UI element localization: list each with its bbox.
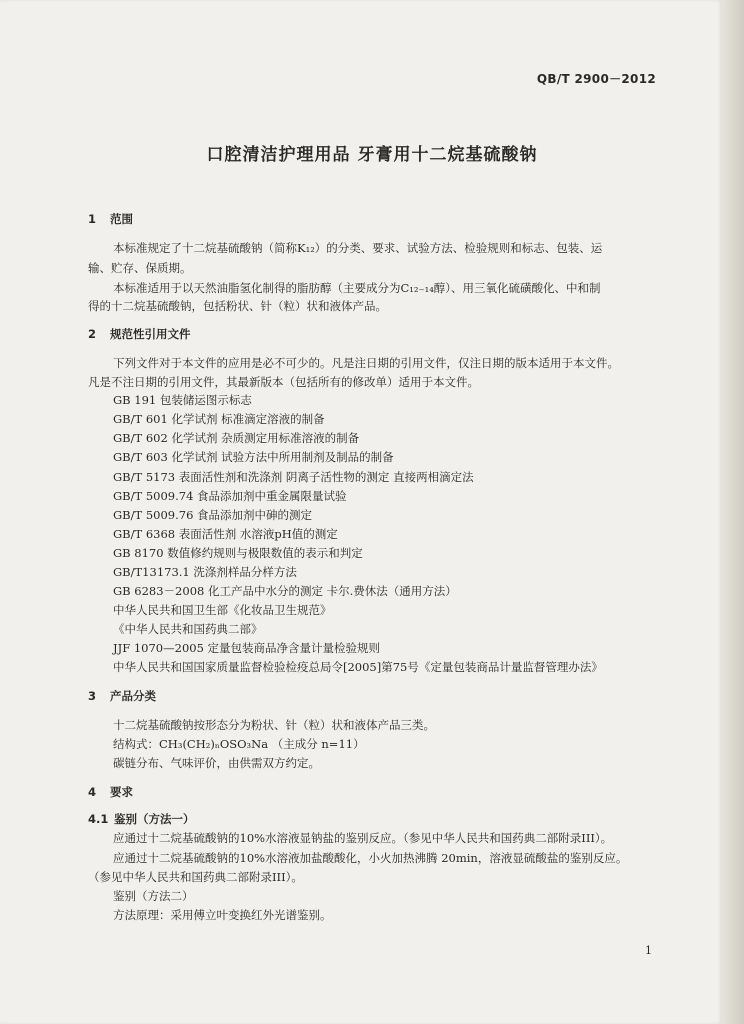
alternate-method-heading: 鉴别（方法二） [113, 889, 194, 903]
section-number: 3 [88, 689, 97, 703]
paragraph-line: 得的十二烷基硫酸钠，包括粉状、针（粒）状和液体产品。 [88, 299, 387, 313]
reference-item: GB 6283－2008 化工产品中水分的测定 卡尔.费休法（通用方法） [113, 584, 457, 598]
reference-item: 中华人民共和国卫生部《化妆品卫生规范》 [113, 603, 332, 617]
subsection-4-1-heading [88, 811, 195, 827]
paragraph-line: 本标准适用于以天然油脂氢化制得的脂肪醇（主要成分为C₁₂₋₁₄醇）、用三氧化硫磺酸化、中和制 [113, 281, 601, 295]
reference-item: GB/T 5173 表面活性剂和洗涤剂 阴离子活性物的测定 直接两相滴定法 [113, 470, 474, 484]
document-title: 口腔清洁护理用品 牙膏用十二烷基硫酸钠 [206, 145, 538, 165]
structural-formula: 结构式：CH₃(CH₂)ₙOSO₃Na （主成分 n=11） [113, 737, 365, 751]
subsection-number: 4.1 [88, 812, 109, 826]
section-1-heading [88, 211, 133, 227]
section-title: 范围 [110, 212, 133, 226]
section-2-heading [88, 326, 191, 342]
paragraph-line: 本标准规定了十二烷基硫酸钠（简称K₁₂）的分类、要求、试验方法、检验规则和标志、包装、运 [113, 241, 603, 255]
page-number: 1 [645, 944, 652, 957]
reference-item: GB/T 601 化学试剂 标准滴定溶液的制备 [113, 412, 325, 426]
section-number: 4 [88, 785, 97, 799]
reference-item: GB/T 603 化学试剂 试验方法中所用制剂及制品的制备 [113, 450, 394, 464]
section-title: 产品分类 [110, 689, 156, 703]
paragraph-line: 方法原理：采用傅立叶变换红外光谱鉴别。 [113, 908, 332, 922]
standard-number: QB/T 2900－2012 [536, 72, 656, 86]
paragraph-line: 凡是不注日期的引用文件，其最新版本（包括所有的修改单）适用于本文件。 [88, 375, 479, 389]
section-title: 规范性引用文件 [110, 327, 191, 341]
section-number: 2 [88, 327, 97, 341]
reference-item: 《中华人民共和国药典二部》 [113, 622, 263, 636]
reference-item: GB/T 5009.74 食品添加剂中重金属限量试验 [113, 489, 347, 503]
section-4-heading [88, 784, 133, 800]
paragraph-line: 下列文件对于本文件的应用是必不可少的。凡是注日期的引用文件，仅注日期的版本适用于本文件。 [113, 356, 619, 370]
section-number: 1 [88, 212, 97, 226]
reference-item: JJF 1070—2005 定量包装商品净含量计量检验规则 [113, 641, 381, 655]
reference-item: GB/T 6368 表面活性剂 水溶液pH值的测定 [113, 527, 338, 541]
paragraph-line: 输、贮存、保质期。 [88, 261, 192, 275]
reference-item: GB 8170 数值修约规则与极限数值的表示和判定 [113, 546, 363, 560]
paragraph-line: （参见中华人民共和国药典二部附录III）。 [88, 870, 303, 884]
section-3-heading [88, 688, 156, 704]
section-title: 要求 [110, 785, 133, 799]
reference-item: GB/T 5009.76 食品添加剂中砷的测定 [113, 508, 313, 522]
paragraph-line: 应通过十二烷基硫酸钠的10%水溶液显钠盐的鉴别反应。（参见中华人民共和国药典二部附录III）。 [113, 831, 613, 845]
subsection-title: 鉴别（方法一） [114, 812, 195, 826]
reference-item: 中华人民共和国国家质量监督检验检疫总局令[2005]第75号《定量包装商品计量监督管理办法》 [113, 660, 603, 674]
reference-item: GB/T 602 化学试剂 杂质测定用标准溶液的制备 [113, 431, 360, 445]
paragraph-line: 应通过十二烷基硫酸钠的10%水溶液加盐酸酸化，小火加热沸腾 20min，溶液显硫酸盐的鉴别反应。 [113, 851, 628, 865]
reference-item: GB 191 包装储运图示标志 [113, 393, 252, 407]
reference-item: GB/T13173.1 洗涤剂样品分样方法 [113, 565, 297, 579]
paragraph-line: 碳链分布、气味评价，由供需双方约定。 [113, 756, 320, 770]
paragraph-line: 十二烷基硫酸钠按形态分为粉状、针（粒）状和液体产品三类。 [113, 718, 435, 732]
